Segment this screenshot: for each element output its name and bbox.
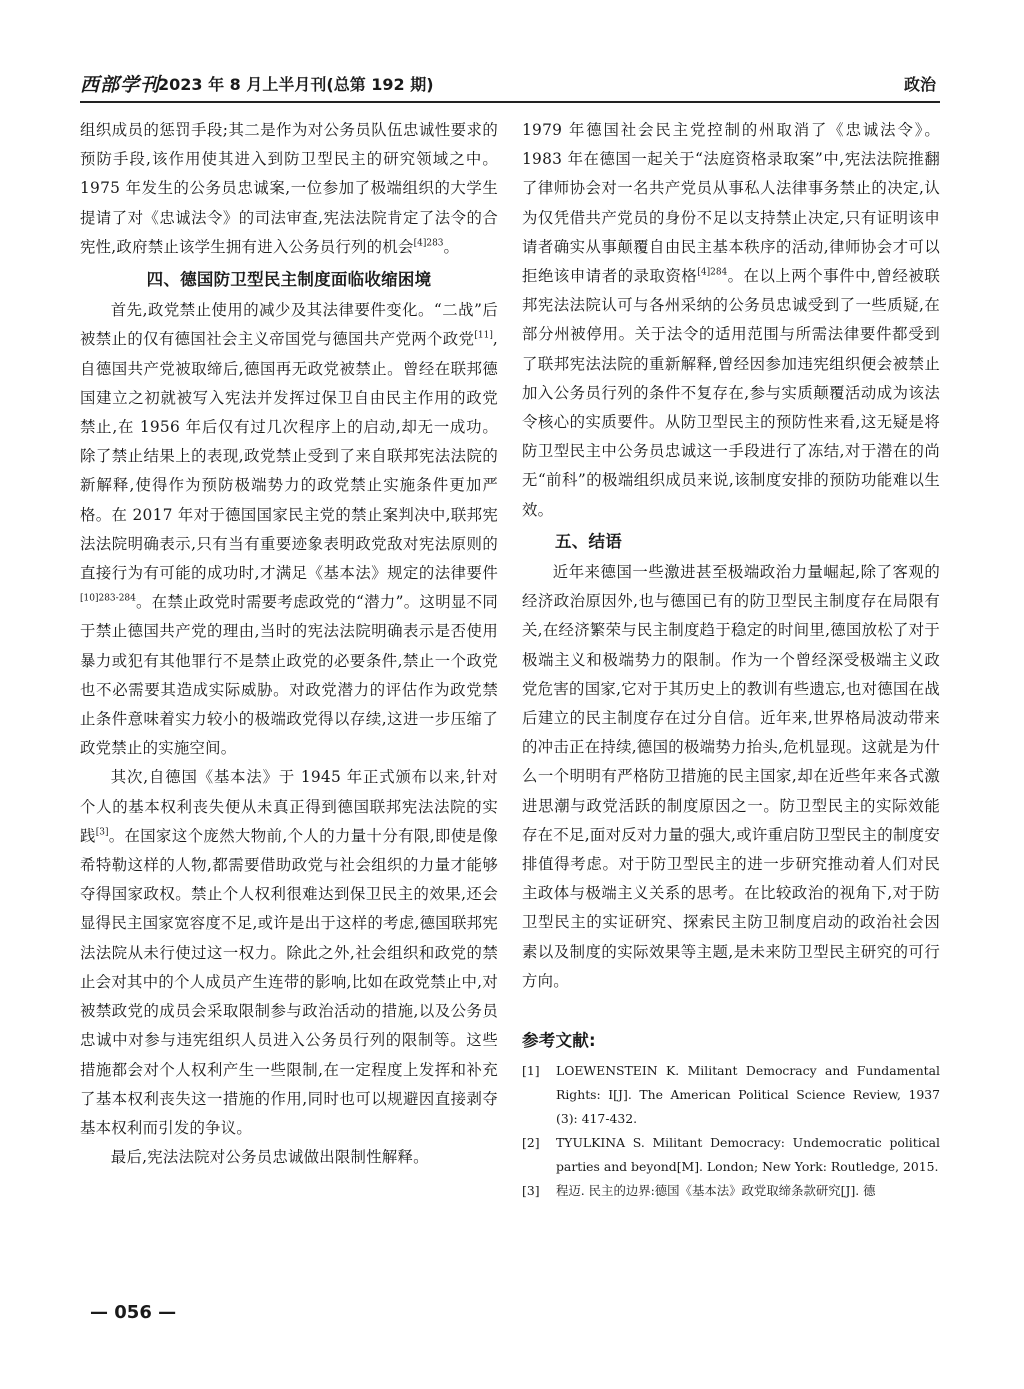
header-rule [80,101,940,103]
section-heading-5: 五、结语 [555,531,622,551]
citation: [11] [474,331,493,342]
references-title: 参考文献: [522,1031,596,1051]
paragraph: 近年来德国一些激进甚至极端政治力量崛起,除了客观的经济政治原因外,也与德国已有的防卫型民主制度存在局限有关,在经济繁荣与民主制度趋于稳定的时间里,德国放松了对于极端主义和极端势力的限制。作为一个曾经深受极端主义政党危害的国家,它对于其历史上的教训有些遗忘,也对德国在战后建立的民主制度存在过分自信。近年来,世界格局波动带来的冲击正在持续,德国的极端势力抬头,危机显现。这就是为什么一个明明有严格防卫措施的民主国家,却在近些年来各式激进思潮与政党活跃的制度原因之一。防卫型民主的实际效能存在不足,面对反对力量的强大,或许重启防卫型民主的制度安排值得考虑。对于防卫型民主的进一步研究推动着人们对民主政体与极端主义关系的思考。在比较政治的视角下,对于防卫型民主的实证研究、探索民主防卫制度启动的政治社会因素以及制度的实际效果等主题,是未来防卫型民主研究的可行方向。 [522,563,940,990]
reference-list [522,1059,940,1203]
running-header [80,68,940,98]
citation: [4]284 [697,267,728,278]
paragraph: 1979 年德国社会民主党控制的州取消了《忠诚法令》。1983 年在德国一起关于“法庭资格录取案”中,宪法法院推翻了律师协会对一名共产党员从事私人法律事务禁止的决定,认为仅凭借共产党员的身份不足以支持禁止决定,只有证明该申请者确实从事颠覆自由民主基本秩序的活动,律师协会才可以拒绝该申请者的录取资格$^{[4]284}$。在以上两个事件中,曾经被联邦宪法法院认可与各州采纳的公务员忠诚受到了一些质疑,在部分州被停用。关于法令的适用范围与所需法律要件都受到了联邦宪法法院的重新解释,曾经因参加违宪组织便会被禁止加入公务员行列的条件不复存在,参与实质颠覆活动成为该法令核心的实质要件。从防卫型民主的预防性来看,这无疑是将防卫型民主中公务员忠诚这一手段进行了冻结,对于潜在的尚无“前科”的极端组织成员来说,该制度安排的预防功能难以生效。 [522,121,940,519]
reference-item: [3] 程迈. 民主的边界:德国《基本法》政党取缔条款研究[J]. 德 [522,1183,876,1199]
citation: [3] [95,827,109,838]
citation: [10]283-284 [80,593,136,604]
paragraph: 组织成员的惩罚手段;其二是作为对公务员队伍忠诚性要求的预防手段,该作用使其进入到防卫型民主的研究领域之中。1975 年发生的公务员忠诚案,一位参加了极端组织的大学生提请了对《忠诚法令》的司法审查,宪法法院肯定了法令的合宪性,政府禁止该学生拥有进入公务员行列的机会$^{[4]283}$。 [80,121,498,256]
issue-info: 2023 年 8 月上半月刊(总第 192 期) [158,75,434,94]
reference-item: [1] LOEWENSTEIN K. Militant Democracy and Fundamental Rights: I[J]. The American Political Science Review, 1937 (3): 417-432. [522,1063,940,1127]
reference-item: [2] TYULKINA S. Militant Democracy: Undemocratic political parties and beyond[M]. London; New York: Routledge, 2015. [522,1135,940,1175]
left-column [80,116,498,1172]
paragraph: 首先,政党禁止使用的减少及其法律要件变化。“二战”后被禁止的仅有德国社会主义帝国党与德国共产党两个政党[11],自德国共产党被取缔后,德国再无政党被禁止。曾经在联邦德国建立之初就被写入宪法并发挥过保卫自由民主作用的政党禁止,在 1956 年后仅有过几次程序上的启动,却无一成功。除了禁止结果上的表现,政党禁止受到了来自联邦宪法法院的新解释,使得作为预防极端势力的政党禁止实施条件更加严格。在 2017 年对于德国国家民主党的禁止案判决中,联邦宪法法院明确表示,只有当有重要迹象表明政党敌对宪法原则的直接行为有可能的成功时,才满足《基本法》规定的法律要件$^{[10]283-284}$。在禁止政党时需要考虑政党的“潜力”。这明显不同于禁止德国共产党的理由,当时的宪法法院明确表示是否使用暴力或犯有其他罪行不是禁止政党的必要条件,禁止一个政党也不必需要其造成实际威胁。对政党潜力的评估作为政党禁止条件意味着实力较小的极端政党得以存续,这进一步压缩了政党禁止的实施空间。 [80,301,498,758]
section-heading-4: 四、德国防卫型民主制度面临收缩困境 [146,270,432,290]
page-number: — 056 — [90,1302,177,1323]
paragraph: 其次,自德国《基本法》于 1945 年正式颁布以来,针对个人的基本权利丧失便从未真正得到德国联邦宪法法院的实践[3]。在国家这个庞然大物前,个人的力量十分有限,即使是像希特勒这样的人物,都需要借助政党与社会组织的力量才能够夺得国家政权。禁止个人权利很难达到保卫民主的效果,还会显得民主国家宽容度不足,或许是出于这样的考虑,德国联邦宪法法院从未行使过这一权力。除此之外,社会组织和政党的禁止会对其中的个人成员产生连带的影响,比如在政党禁止中,对被禁政党的成员会采取限制参与政治活动的措施,以及公务员忠诚中对参与违宪组织人员进入公务员行列的限制等。这些措施都会对个人权利产生一些限制,在一定程度上发挥和补充了基本权利丧失这一措施的作用,同时也可以规避因直接剥夺基本权利而引发的争议。 [80,768,498,1137]
section-name: 政治 [903,75,936,94]
right-column [522,116,940,1203]
journal-logo: 西部学刊 [80,74,161,96]
citation: [4]283 [413,238,444,249]
paragraph: 最后,宪法法院对公务员忠诚做出限制性解释。 [110,1148,429,1167]
